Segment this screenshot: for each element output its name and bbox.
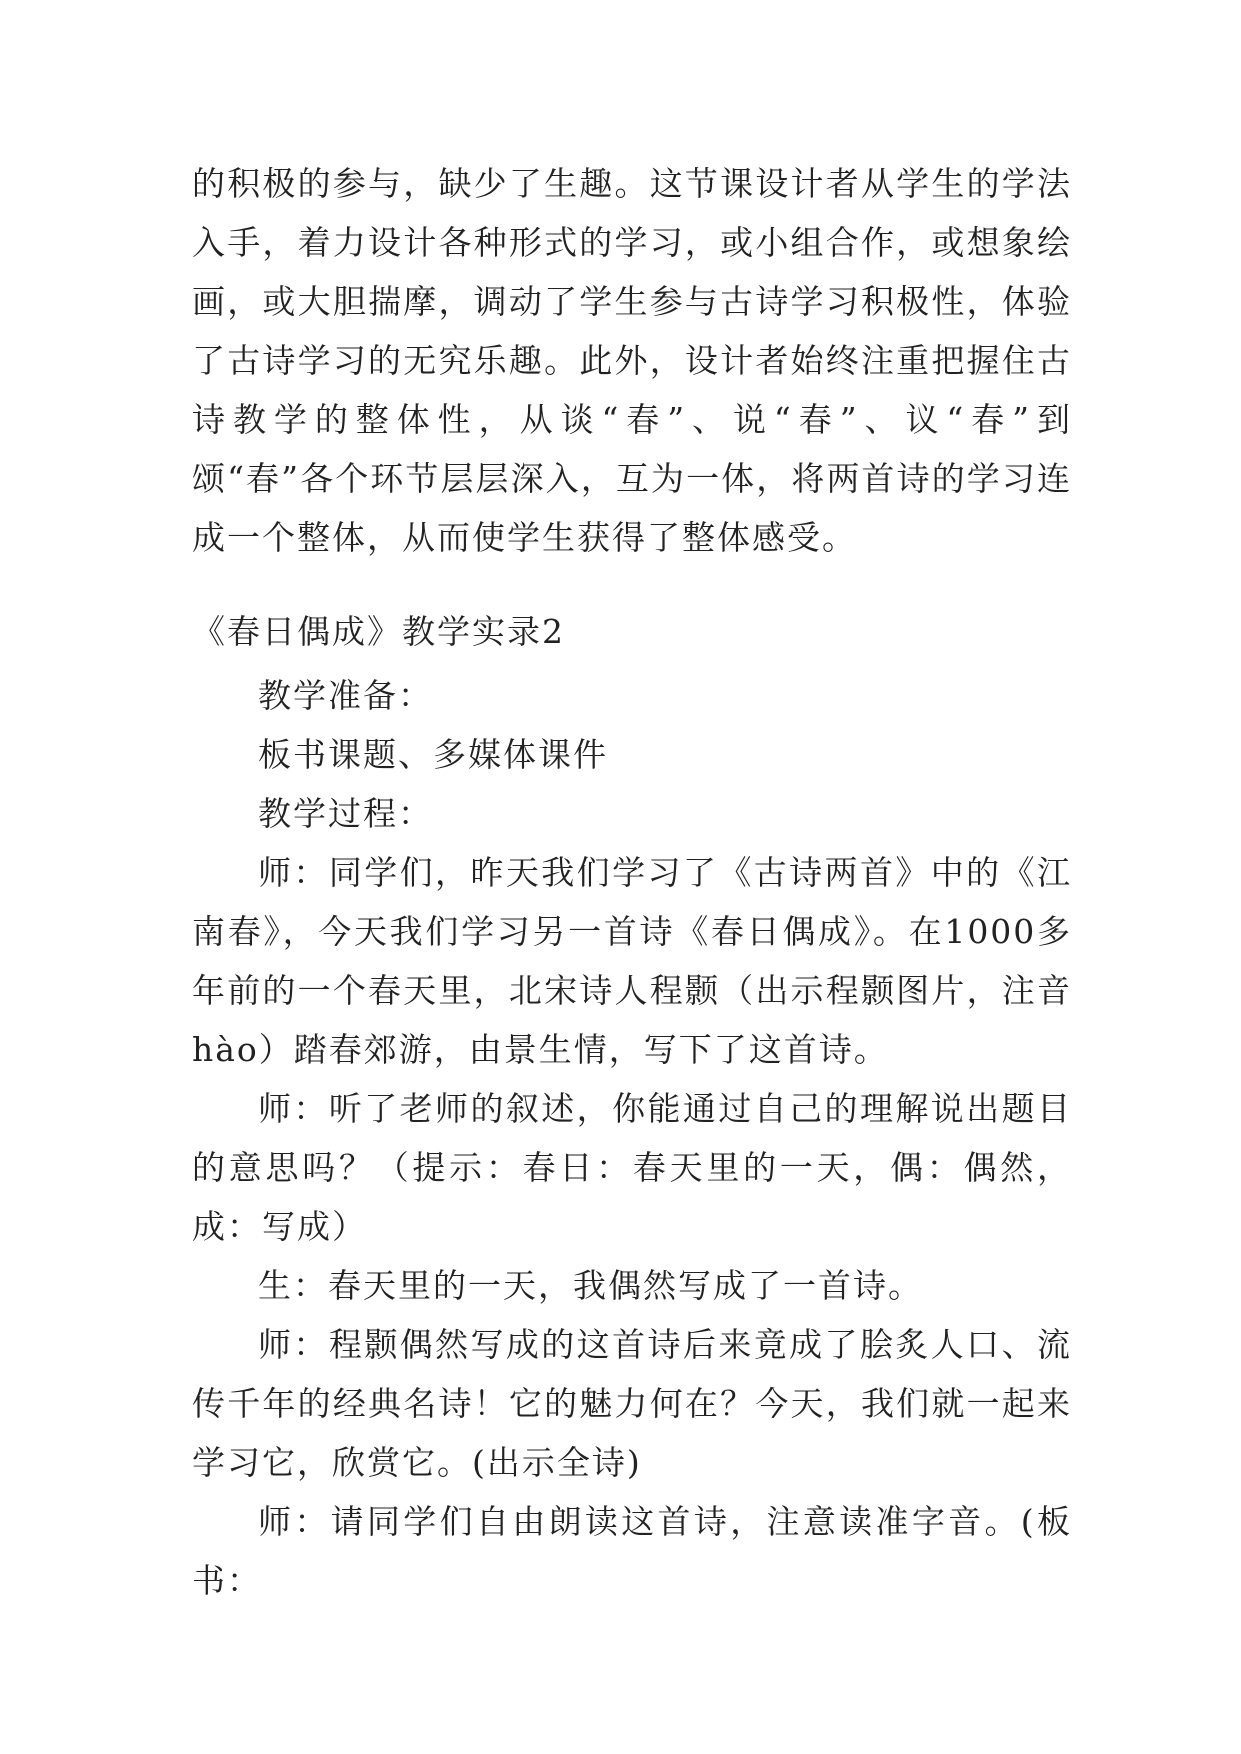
continuation-paragraph: 的积极的参与，缺少了生趣。这节课设计者从学生的学法入手，着力设计各种形式的学习，或小组合作，或想象绘画，或大胆揣摩，调动了学生参与古诗学习积极性，体验了古诗学习的无究乐趣。此外，设计者始终注重把握住古诗教学的整体性，从谈“春”、说“春”、议“春”到颂“春”各个环节层层深入，互为一体，将两首诗的学习连成一个整体，从而使学生获得了整体感受。 bbox=[192, 164, 1072, 557]
teaching-record-section bbox=[192, 604, 1072, 1610]
previous-section-text bbox=[192, 154, 1072, 567]
paragraph-teacher-intro: 师：同学们，昨天我们学习了《古诗两首》中的《江南春》，今天我们学习另一首诗《春日偶成》。在1000多年前的一个春天里，北宋诗人程颢（出示程颢图片，注音hào）踏春郊游，由景生情，写下了这首诗。 bbox=[192, 853, 1072, 1069]
paragraph-teacher-poem: 师：程颢偶然写成的这首诗后来竟成了脍炙人口、流传千年的经典名诗！它的魅力何在？今天，我们就一起来学习它，欣赏它。(出示全诗) bbox=[192, 1325, 1072, 1482]
paragraph-teacher-reading: 师：请同学们自由朗读这首诗，注意读准字音。(板书： bbox=[192, 1502, 1072, 1600]
section-title: 《春日偶成》教学实录2 bbox=[192, 612, 565, 651]
paragraph-preparation-heading: 教学准备： bbox=[258, 676, 433, 715]
paragraph-preparation-items: 板书课题、多媒体课件 bbox=[258, 735, 608, 774]
paragraph-process-heading: 教学过程： bbox=[258, 794, 433, 833]
paragraph-student-answer: 生：春天里的一天，我偶然写成了一首诗。 bbox=[258, 1266, 923, 1305]
paragraph-teacher-question: 师：听了老师的叙述，你能通过自己的理解说出题目的意思吗？（提示：春日：春天里的一天，偶：偶然，成：写成） bbox=[192, 1089, 1072, 1246]
